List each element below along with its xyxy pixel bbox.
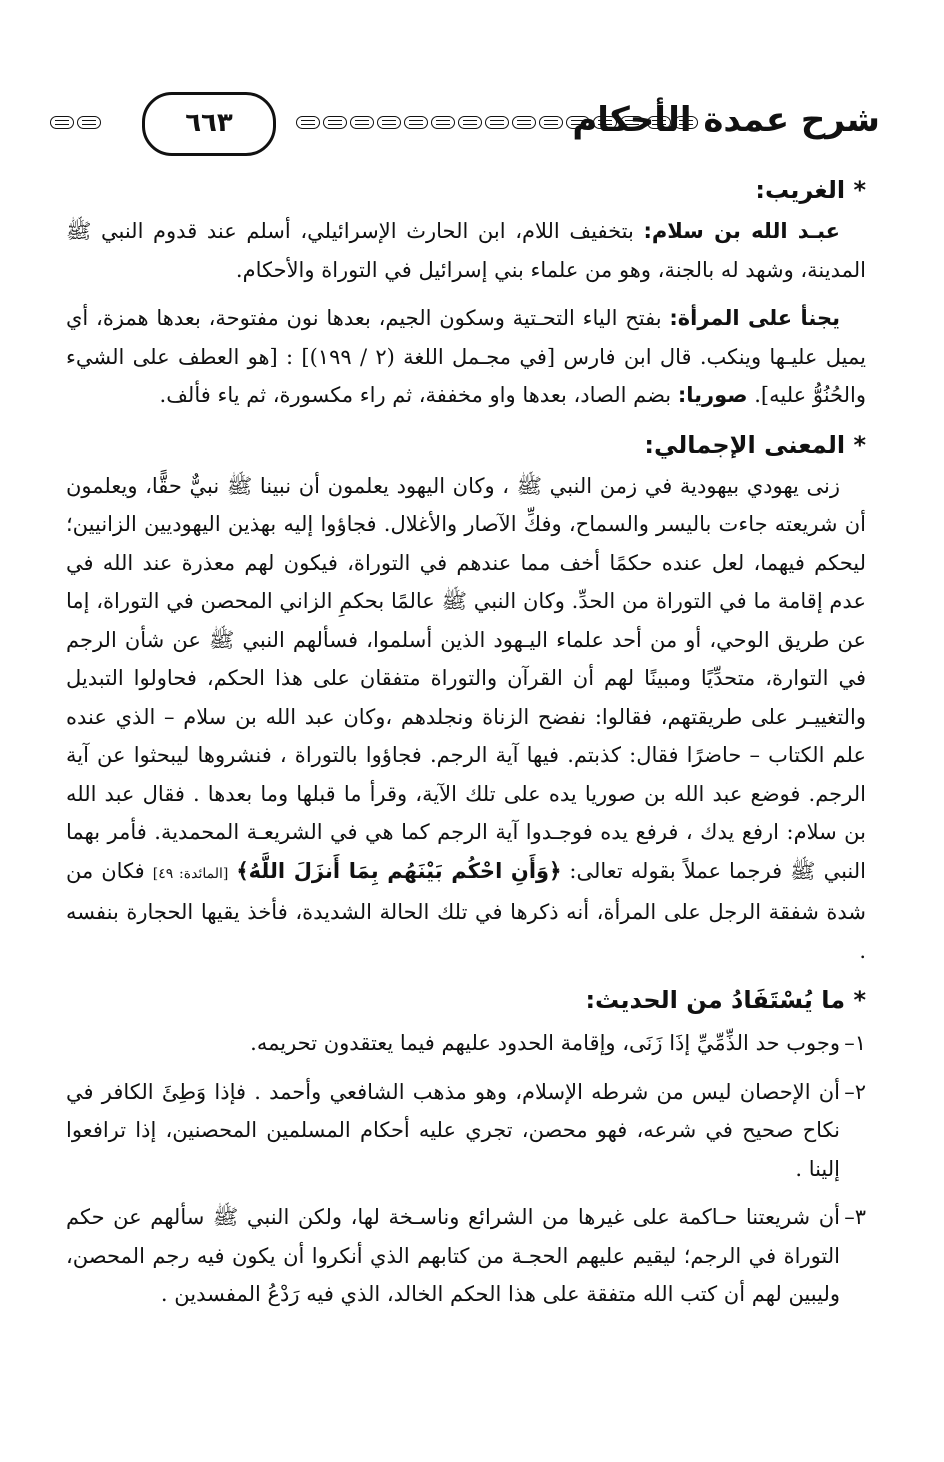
page-number: ٦٦٣ [142, 92, 276, 156]
list-item-number: ١– [844, 1031, 866, 1055]
paragraph-maana [66, 467, 866, 971]
definition-ibn-salam: بتخفيف اللام، ابن الحارث الإسرائيلي، أسلم عند قدوم النبي ﷺ المدينة، وشهد له بالجنة، وهو من علماء بني إسرائيل في التوراة والأحكام. [66, 219, 866, 282]
page-header [50, 92, 880, 162]
book-title: شرح عمدة الأحكام [572, 100, 880, 140]
quran-verse: ﴿وَأَنِ احْكُم بَيْنَهُم بِمَا أَنزَلَ اللَّهُ﴾ [236, 858, 562, 883]
maana-text-end: فكان من شدة شفقة الرجل على المرأة، أنه ذكرها في تلك الحالة الشديدة، فأخذ يقيها الحجارة بنفسه . [66, 858, 866, 963]
list-item [66, 1073, 866, 1189]
list-item [66, 1024, 866, 1063]
term-yajna: يجنأ على المرأة: [669, 306, 841, 330]
maana-text: زنى يهودي بيهودية في زمن النبي ﷺ ، وكان اليهود يعلمون أن نبينا ﷺ نبيٌّ حقًّا، ويعلمون أن شريعته جاءت باليسر والسماح، وفكِّ الآصار والأغلال. فجاؤوا إليه بهذين اليهوديين الزانيين؛ ليحكم فيهما، لعل عنده حكمًا أخف مما عندهم في التوراة، فيكون لهم معذرة عند الله في عدم إقامة ما في التوراة من الحدِّ. وكان النبي ﷺ عالمًا بحكمِ الزاني المحصن في التوراة، إما عن طريق الوحي، أو من أحد علماء اليـهود الذين أسلموا، فسألهم النبي ﷺ عن شأن الرجم في التوارة، متحدِّيًا ومبينًا لهم أن القرآن والتوراة متفقان على هذا الحكم، فحاولوا التبديل والتغييـر على طريقتهم، فقالوا: نفضح الزناة ونجلدهم ،وكان عبد الله بن سلام – الذي عنده علم الكتاب – حاضرًا فقال: كذبتم. فيها آية الرجم. فجاؤوا بالتوراة ، فنشروها ليبحثوا عن آية الرجم. فوضع عبد الله بن صوريا يده على تلك الآية، وقرأ ما قبلها وما بعدها . فقال عبد الله بن سلام: ارفع يدك ، فرفع يده فوجـدوا آية الرجم كما هي في الشريعـة المحمدية. فأمر بهما النبي ﷺ فرجما عملاً بقوله تعالى: [66, 473, 866, 883]
paragraph-yajna [66, 299, 866, 415]
list-item [66, 1198, 866, 1314]
definition-yajna: بفتح الياء التحـتية وسكون الجيم، بعدها نون مفتوحة، بعدها همزة، أي يميل عليـها وينكب. قال ابن فارس [في مجـمل اللغة (٢ / ١٩٩)] : [هو العطف على الشيء والحُنُوُّ عليه]. [66, 306, 866, 407]
term-suriya: صوريا: [677, 383, 748, 407]
section-heading-fawaid: * ما يُسْتَفَادُ من الحديث: [585, 986, 866, 1014]
list-item-text: أن الإحصان ليس من شرطه الإسلام، وهو مذهب الشافعي وأحمد . فإذا وَطِئَ الكافر في نكاح صحيح في شرعه، فهو محصن، تجري عليه أحكام المسلمين المحصنين، إذا ترافعوا إلينا . [66, 1079, 840, 1181]
term-ibn-salam: عبـد الله بن سلام: [643, 219, 841, 243]
section-heading-gharib: * الغريب: [755, 176, 866, 204]
page-body [66, 168, 866, 1324]
list-item-number: ٢– [844, 1079, 866, 1104]
ornament-left [50, 116, 101, 132]
verse-reference: [المائدة: ٤٩] [152, 865, 229, 882]
list-item-text: أن شريعتنا حـاكمة على غيرها من الشرائع وناسـخة لها، ولكن النبي ﷺ سألهم عن حكم التوراة في الرجم؛ ليقيم عليهم الحجـة من كتابهم الذي أنكروا أن يكون فيه رجم المحصن، وليبين لهم أن كتب الله متفقة على هذا الحكم الخالد، الذي فيه رَدْعُ المفسدين . [66, 1205, 840, 1306]
list-item-number: ٣– [844, 1205, 866, 1229]
paragraph-ibn-salam [66, 212, 866, 289]
section-heading-maana: * المعنى الإجمالي: [644, 430, 866, 459]
list-item-text: وجوب حد الذِّمِّيِّ إذَا زَنَى، وإقامة الحدود عليهم فيما يعتقدون تحريمه. [250, 1031, 840, 1055]
definition-suriya: بضم الصاد، بعدها واو مخففة، ثم راء مكسورة، ثم ياء فألف. [159, 383, 678, 407]
fawaid-list [66, 1024, 866, 1314]
